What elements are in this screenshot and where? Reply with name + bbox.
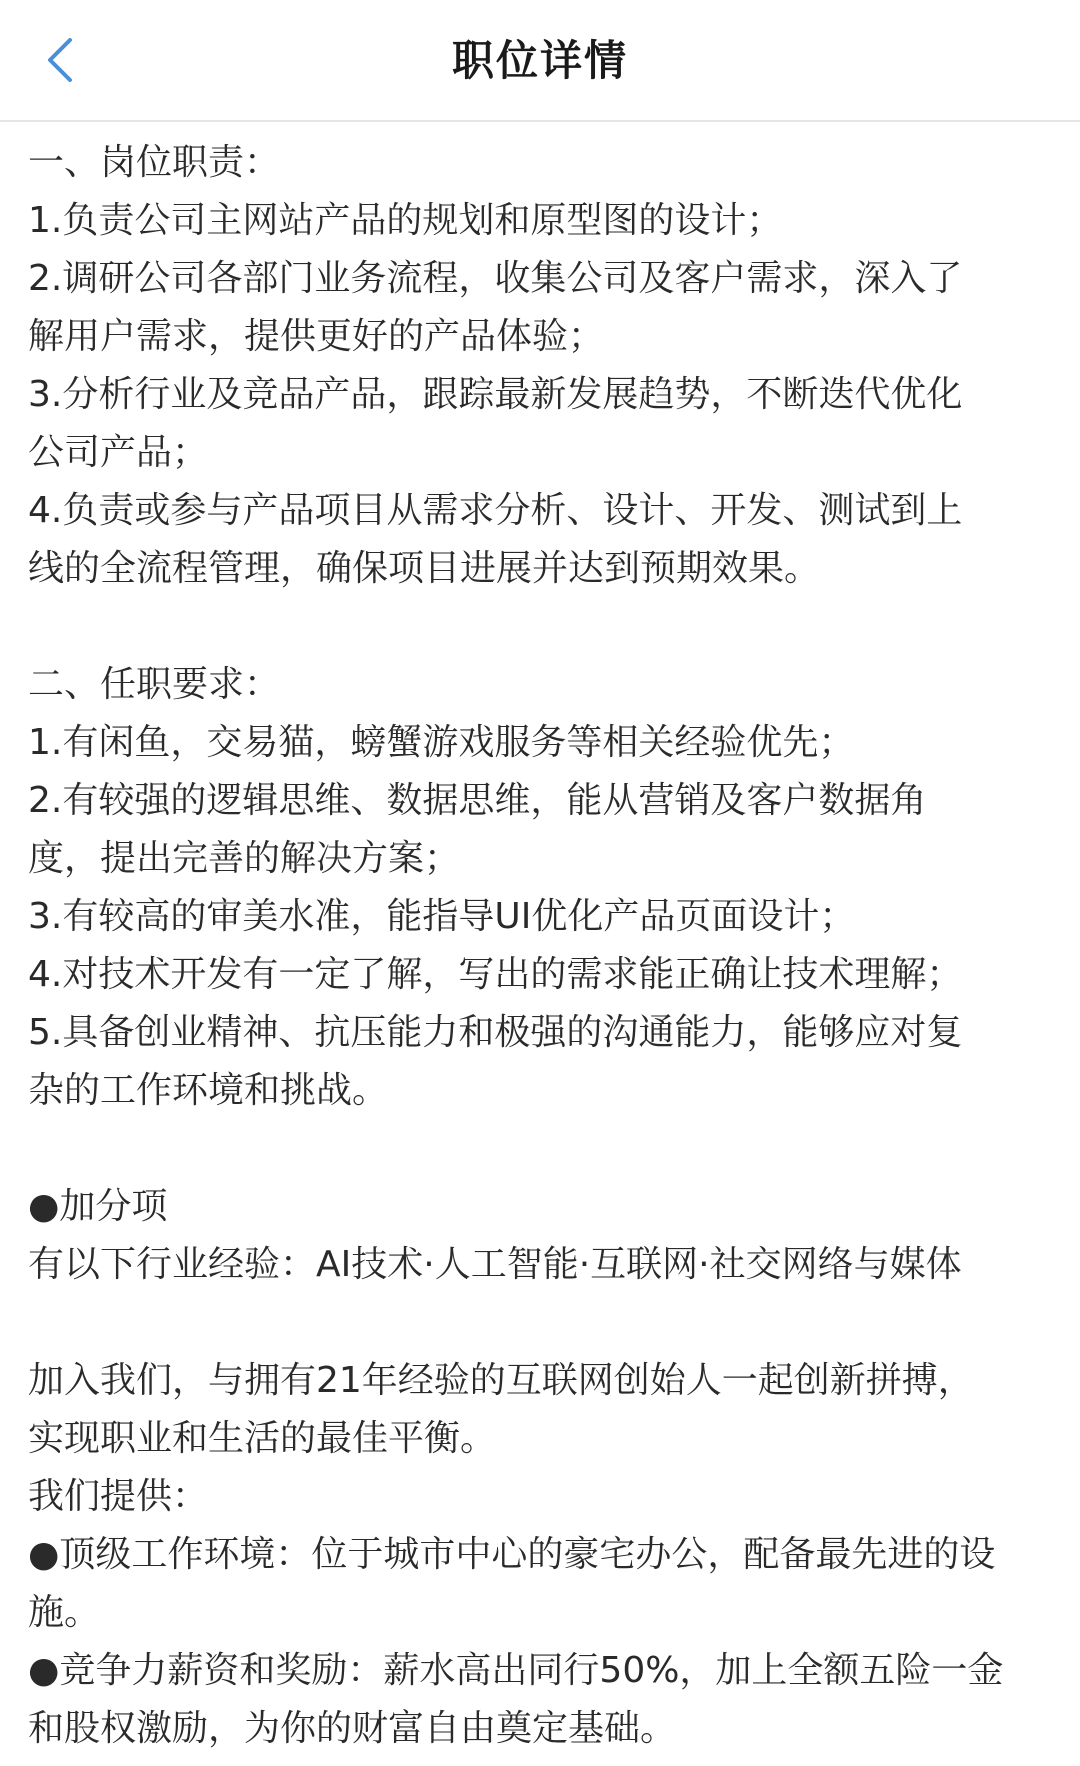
section-spacer [28,1294,1058,1352]
duty-line: 线的全流程管理，确保项目进展并达到预期效果。 [28,548,821,589]
nav-bar [0,0,1080,122]
offer-line: ●顶级工作环境：位于城市中心的豪宅办公，配备最先进的设 [28,1534,996,1575]
section-spacer [28,1120,1058,1178]
requirement-line: 度，提出完善的解决方案； [28,838,461,879]
offer-line: ●竞争力薪资和奖励：薪水高出同行50%，加上全额五险一金 [28,1650,1004,1691]
requirement-line: 4.对技术开发有一定了解，写出的需求能正确让技术理解； [28,954,963,995]
requirements-heading: 二、任职要求： [28,664,281,705]
offer-line: 和股权激励，为你的财富自由奠定基础。 [28,1708,677,1749]
section-spacer [28,598,1058,656]
page-title: 职位详情 [451,36,628,85]
duty-line: 2.调研公司各部门业务流程，收集公司及客户需求，深入了 [28,258,963,299]
requirement-line: 3.有较高的审美水准，能指导UI优化产品页面设计； [28,896,856,937]
offer-line: 加入我们，与拥有21年经验的互联网创始人一起创新拼搏， [28,1360,974,1401]
bonus-heading: ●加分项 [28,1186,168,1227]
offer-line: 实现职业和生活的最佳平衡。 [28,1418,497,1459]
requirement-line: 2.有较强的逻辑思维、数据思维，能从营销及客户数据角 [28,780,927,821]
duty-line: 解用户需求，提供更好的产品体验； [28,316,605,357]
requirement-line: 杂的工作环境和挑战。 [28,1070,389,1111]
job-description [28,134,1058,1758]
duty-line: 公司产品； [28,432,209,473]
duties-heading: 一、岗位职责： [28,142,281,183]
offer-line: 施。 [28,1592,101,1633]
bonus-line: 有以下行业经验：AI技术·人工智能·互联网·社交网络与媒体 [28,1244,962,1285]
duty-line: 4.负责或参与产品项目从需求分析、设计、开发、测试到上 [28,490,963,531]
duty-line: 3.分析行业及竞品产品，跟踪最新发展趋势，不断迭代优化 [28,374,963,415]
requirement-line: 5.具备创业精神、抗压能力和极强的沟通能力，能够应对复 [28,1012,963,1053]
requirement-line: 1.有闲鱼，交易猫，螃蟹游戏服务等相关经验优先； [28,722,855,763]
duty-line: 1.负责公司主网站产品的规划和原型图的设计； [28,200,783,241]
offer-line: 我们提供： [28,1476,209,1517]
